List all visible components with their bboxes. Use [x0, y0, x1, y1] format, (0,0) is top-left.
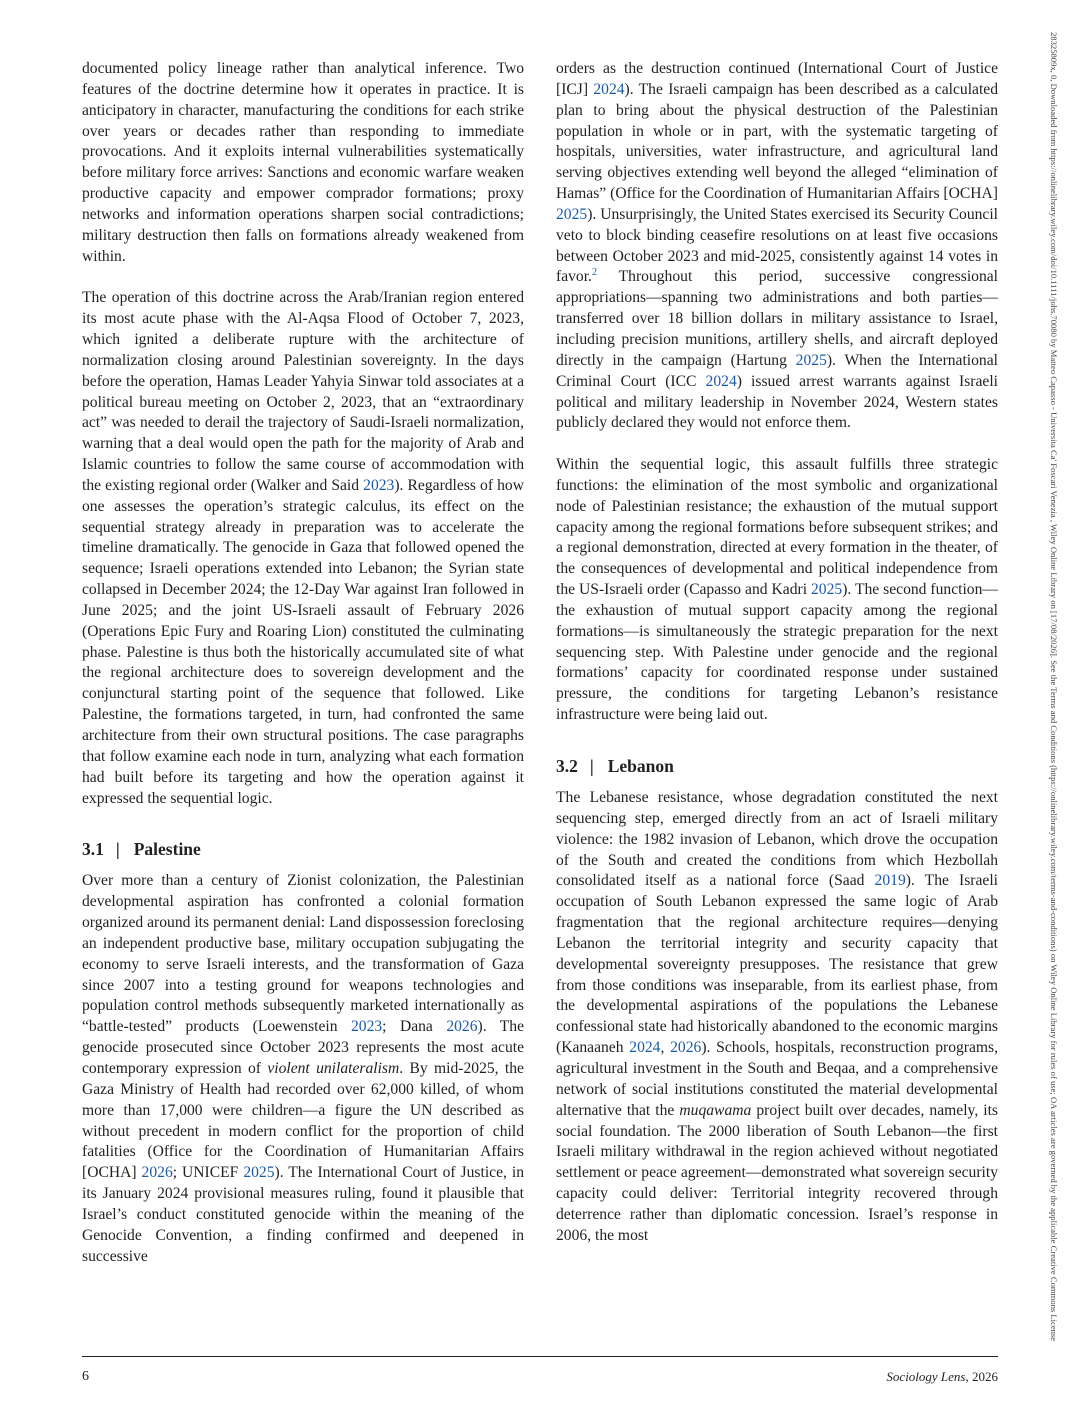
- section-title: Palestine: [133, 839, 201, 860]
- paragraph-text: ). Schools, hospitals, reconstruction programs, agricultural investment in the South and Beqaa, and a comprehensive network of social institutions constituted the material developmental alternative that the: [556, 1039, 999, 1119]
- citation-link[interactable]: 2026: [670, 1039, 702, 1057]
- download-side-note: 28325809x, 0, Downloaded from https://onlinelibrary.wiley.com/doi/10.1111/johs.70080 by Matteo Capasso - Universita Ca' Foscari Venezia , Wiley Online Library on [17/08/2026]. See the Terms and Conditions (https://onlinelibrary.wiley.com/terms-and-conditions) on Wiley Online Library for rules of use; OA articles are governed by the applicable Creative Commons License: [1049, 32, 1059, 1342]
- paragraph-text: Over more than a century of Zionist colonization, the Palestinian developmental aspiration has confronted a colonial formation organized around its permanent denial: Land dispossession foreclosing an independent productive base, military occupation subjugating the economy to serve Israeli interests, and the transformation of Gaza since 2007 into a testing ground for weapons technologies and population control methods subsequently marketed internationally as “battle-tested” products (Loewenstein: [82, 872, 524, 1036]
- paragraph: [82, 871, 524, 1267]
- citation-link[interactable]: 2023: [350, 1018, 383, 1036]
- paragraph: [556, 59, 998, 434]
- paragraph-text: The operation of this doctrine across the Arab/Iranian region entered its most acute phase with the Al-Aqsa Flood of October 7, 2023, which ignited a deliberate rupture with the architecture of normalization closing around Palestinian sovereignty. In the days before the operation, Hamas Leader Yahyia Sinwar told associates at a political bureau meeting on October 2, 2023, that an “extraordinary act” was needed to derail the trajectory of Saudi-Israeli normalization, warning that a deal would open the path for the majority of Arab and Islamic countries to follow the same course of accommodation with the existing regional order (Walker and Said: [82, 289, 524, 494]
- citation-link[interactable]: 2023: [363, 476, 395, 494]
- section-heading-lebanon: [556, 755, 998, 777]
- paragraph-text: ; UNICEF: [172, 1164, 244, 1182]
- paragraph: [82, 288, 524, 809]
- right-column: [556, 59, 998, 1247]
- section-title: Lebanon: [607, 756, 674, 776]
- paragraph-text: ). The genocide prosecuted since October 2023 represents the most acute contemporary expression of: [82, 1018, 525, 1077]
- paragraph: [82, 59, 524, 267]
- paragraph-text: ). Unsurprisingly, the United States exercised its Security Council veto to block binding ceasefire resolutions on at least five occasions between October 2023 and mid-2025, consistently against 14 votes in favor.: [556, 205, 998, 286]
- section-number: 3.1: [82, 839, 104, 860]
- journal-year: , 2026: [965, 1369, 998, 1384]
- citation-link[interactable]: 2024: [593, 80, 625, 98]
- paragraph-text: ). The second function—the exhaustion of mutual support capacity among the regional formations—is simultaneously the strategic preparation for the next sequencing step. With Palestine under genocide and the regional formations’ capacity for coordinated response under sustained pressure, the conditions for targeting Lebanon’s resistance infrastructure were being laid out.: [556, 581, 998, 724]
- paragraph-text: ). When the International Criminal Court (ICC: [556, 351, 998, 390]
- paragraph-text: ). Regardless of how one assesses the operation’s strategic calculus, its effect on the sequential strategy already in preparation was to accelerate the timeline dramatically. The genocide in Gaza that followed opened the sequence; Israeli operations extended into Lebanon; the Syrian state collapsed in December 2024; the 12-Day War against Iran followed in June 2025; and the joint US-Israeli assault of February 2026 (Operations Epic Fury and Roaring Lion) constituted the culminating phase. Palestine is thus both the historically accumulated site of what the regional architecture does to sovereign development and the conjunctural starting point of the sequence that followed. Like Palestine, the formations targeted, in turn, had confronted the same architecture from their own structural positions. The case paragraphs that follow examine each node in turn, analyzing what each formation had built before its targeting and how the operation against it expressed the sequential logic.: [82, 476, 524, 807]
- paragraph-text: The Lebanese resistance, whose degradation constituted the next sequencing step, emerged directly from an act of Israeli military violence: the 1982 invasion of Lebanon, which drove the occupation of the South and created the conditions from which Hezbollah consolidated itself as a national force (Saad: [556, 789, 998, 890]
- citation-link[interactable]: 2025: [243, 1164, 275, 1182]
- section-heading-palestine: [82, 838, 524, 860]
- citation-link[interactable]: 2026: [446, 1018, 478, 1036]
- citation-link[interactable]: 2025: [556, 205, 588, 223]
- paragraph-text: orders as the destruction continued (International Court of Justice [ICJ]: [556, 60, 998, 98]
- paragraph-text: ; Dana: [382, 1018, 447, 1036]
- citation-link[interactable]: 2024: [629, 1039, 661, 1057]
- paragraph-text: Within the sequential logic, this assault fulfills three strategic functions: the elimination of the most symbolic and organizational node of Palestinian resistance; the exhaustion of the mutual support capacity among the regional formations before subsequent strikes; and a regional demonstration, directed at every formation in the theater, of the consequences of developmental and political independence from the US-Israeli order (Capasso and Kadri: [556, 456, 998, 599]
- citation-link[interactable]: 2026: [141, 1164, 173, 1182]
- section-separator: |: [589, 756, 594, 776]
- paragraph: [556, 788, 998, 1247]
- paragraph-text: ). The Israeli occupation of South Lebanon expressed the same logic of Arab fragmentation that the regional architecture requires—denying Lebanon the territorial integrity and security capacity that developmental sovereignty presupposes. The resistance that grew from those conditions was inseparable, from its earliest phase, from the developmental aspirations of the populations the Lebanese confessional state had historically abandoned to the economic margins (Kanaaneh: [556, 872, 998, 1057]
- footer-divider: [82, 1356, 998, 1357]
- journal-name: Sociology Lens: [886, 1369, 966, 1384]
- section-separator: |: [115, 839, 120, 860]
- section-number: 3.2: [556, 756, 578, 776]
- citation-link[interactable]: 2019: [874, 872, 906, 890]
- running-footer: [886, 1369, 998, 1385]
- citation-link[interactable]: 2025: [811, 581, 843, 599]
- paragraph-text: ) issued arrest warrants against Israeli political and military leadership in November 2024, Western states publicly declared they would not enforce them.: [556, 372, 999, 432]
- paragraph-text: ). The International Court of Justice, in its January 2024 provisional measures ruling, found it plausible that Israel’s conduct constituted genocide within the meaning of the Genocide Convention, a finding confirmed and deepened in successive: [82, 1164, 524, 1265]
- paragraph-text: ). The Israeli campaign has been described as a calculated plan to bring about the physical destruction of the Palestinian population in whole or in part, with the systematic targeting of hospitals, universities, water infrastructure, and agricultural land serving objectives extending well beyond the alleged “elimination of Hamas” (Office for the Coordination of Humanitarian Affairs [OCHA]: [556, 80, 998, 203]
- paragraph: [556, 455, 998, 726]
- footnote-link[interactable]: 2: [591, 267, 597, 279]
- citation-separator: ,: [660, 1039, 671, 1057]
- paragraph-text: . By mid-2025, the Gaza Ministry of Health had recorded over 62,000 killed, of whom more than 17,000 were children—a figure the UN described as without precedent in modern conflict for the proportion of child fatalities (Office for the Coordination of Humanitarian Affairs [OCHA]: [82, 1059, 524, 1182]
- emphasis-text: violent unilateralism: [267, 1059, 400, 1077]
- paragraph-text: Throughout this period, successive congressional appropriations—spanning two administrations and both parties—transferred over 18 billion dollars in military assistance to Israel, including precision munitions, artillery shells, and aircraft deployed directly in the campaign (Hartung: [556, 268, 998, 369]
- citation-link[interactable]: 2025: [795, 351, 827, 369]
- paragraph-text: documented policy lineage rather than analytical inference. Two features of the doctrine determine how it operates in practice. It is anticipatory in character, manufacturing the conditions for each strike over years or decades rather than responding to immediate provocations. And it exploits internal vulnerabilities systematically before military force arrives: Sanctions and economic warfare weaken productive capacity and empower comprador formations; proxy networks and information operations sharpen social contradictions; military destruction then falls on formations already weakened from within.: [82, 60, 524, 265]
- citation-link[interactable]: 2024: [705, 372, 737, 390]
- page-number: 6: [82, 1369, 89, 1384]
- left-column: [82, 59, 524, 1267]
- paragraph-text: project built over decades, namely, its social foundation. The 2000 liberation of South Lebanon—the first Israeli military withdrawal in the region achieved without negotiated settlement or peace agreement—demonstrated what sovereign security capacity could deliver: Territorial integrity recovered through deterrence rather than diplomatic concession. Israel’s response in 2006, the most: [556, 1101, 999, 1244]
- emphasis-text: muqawama: [679, 1101, 752, 1119]
